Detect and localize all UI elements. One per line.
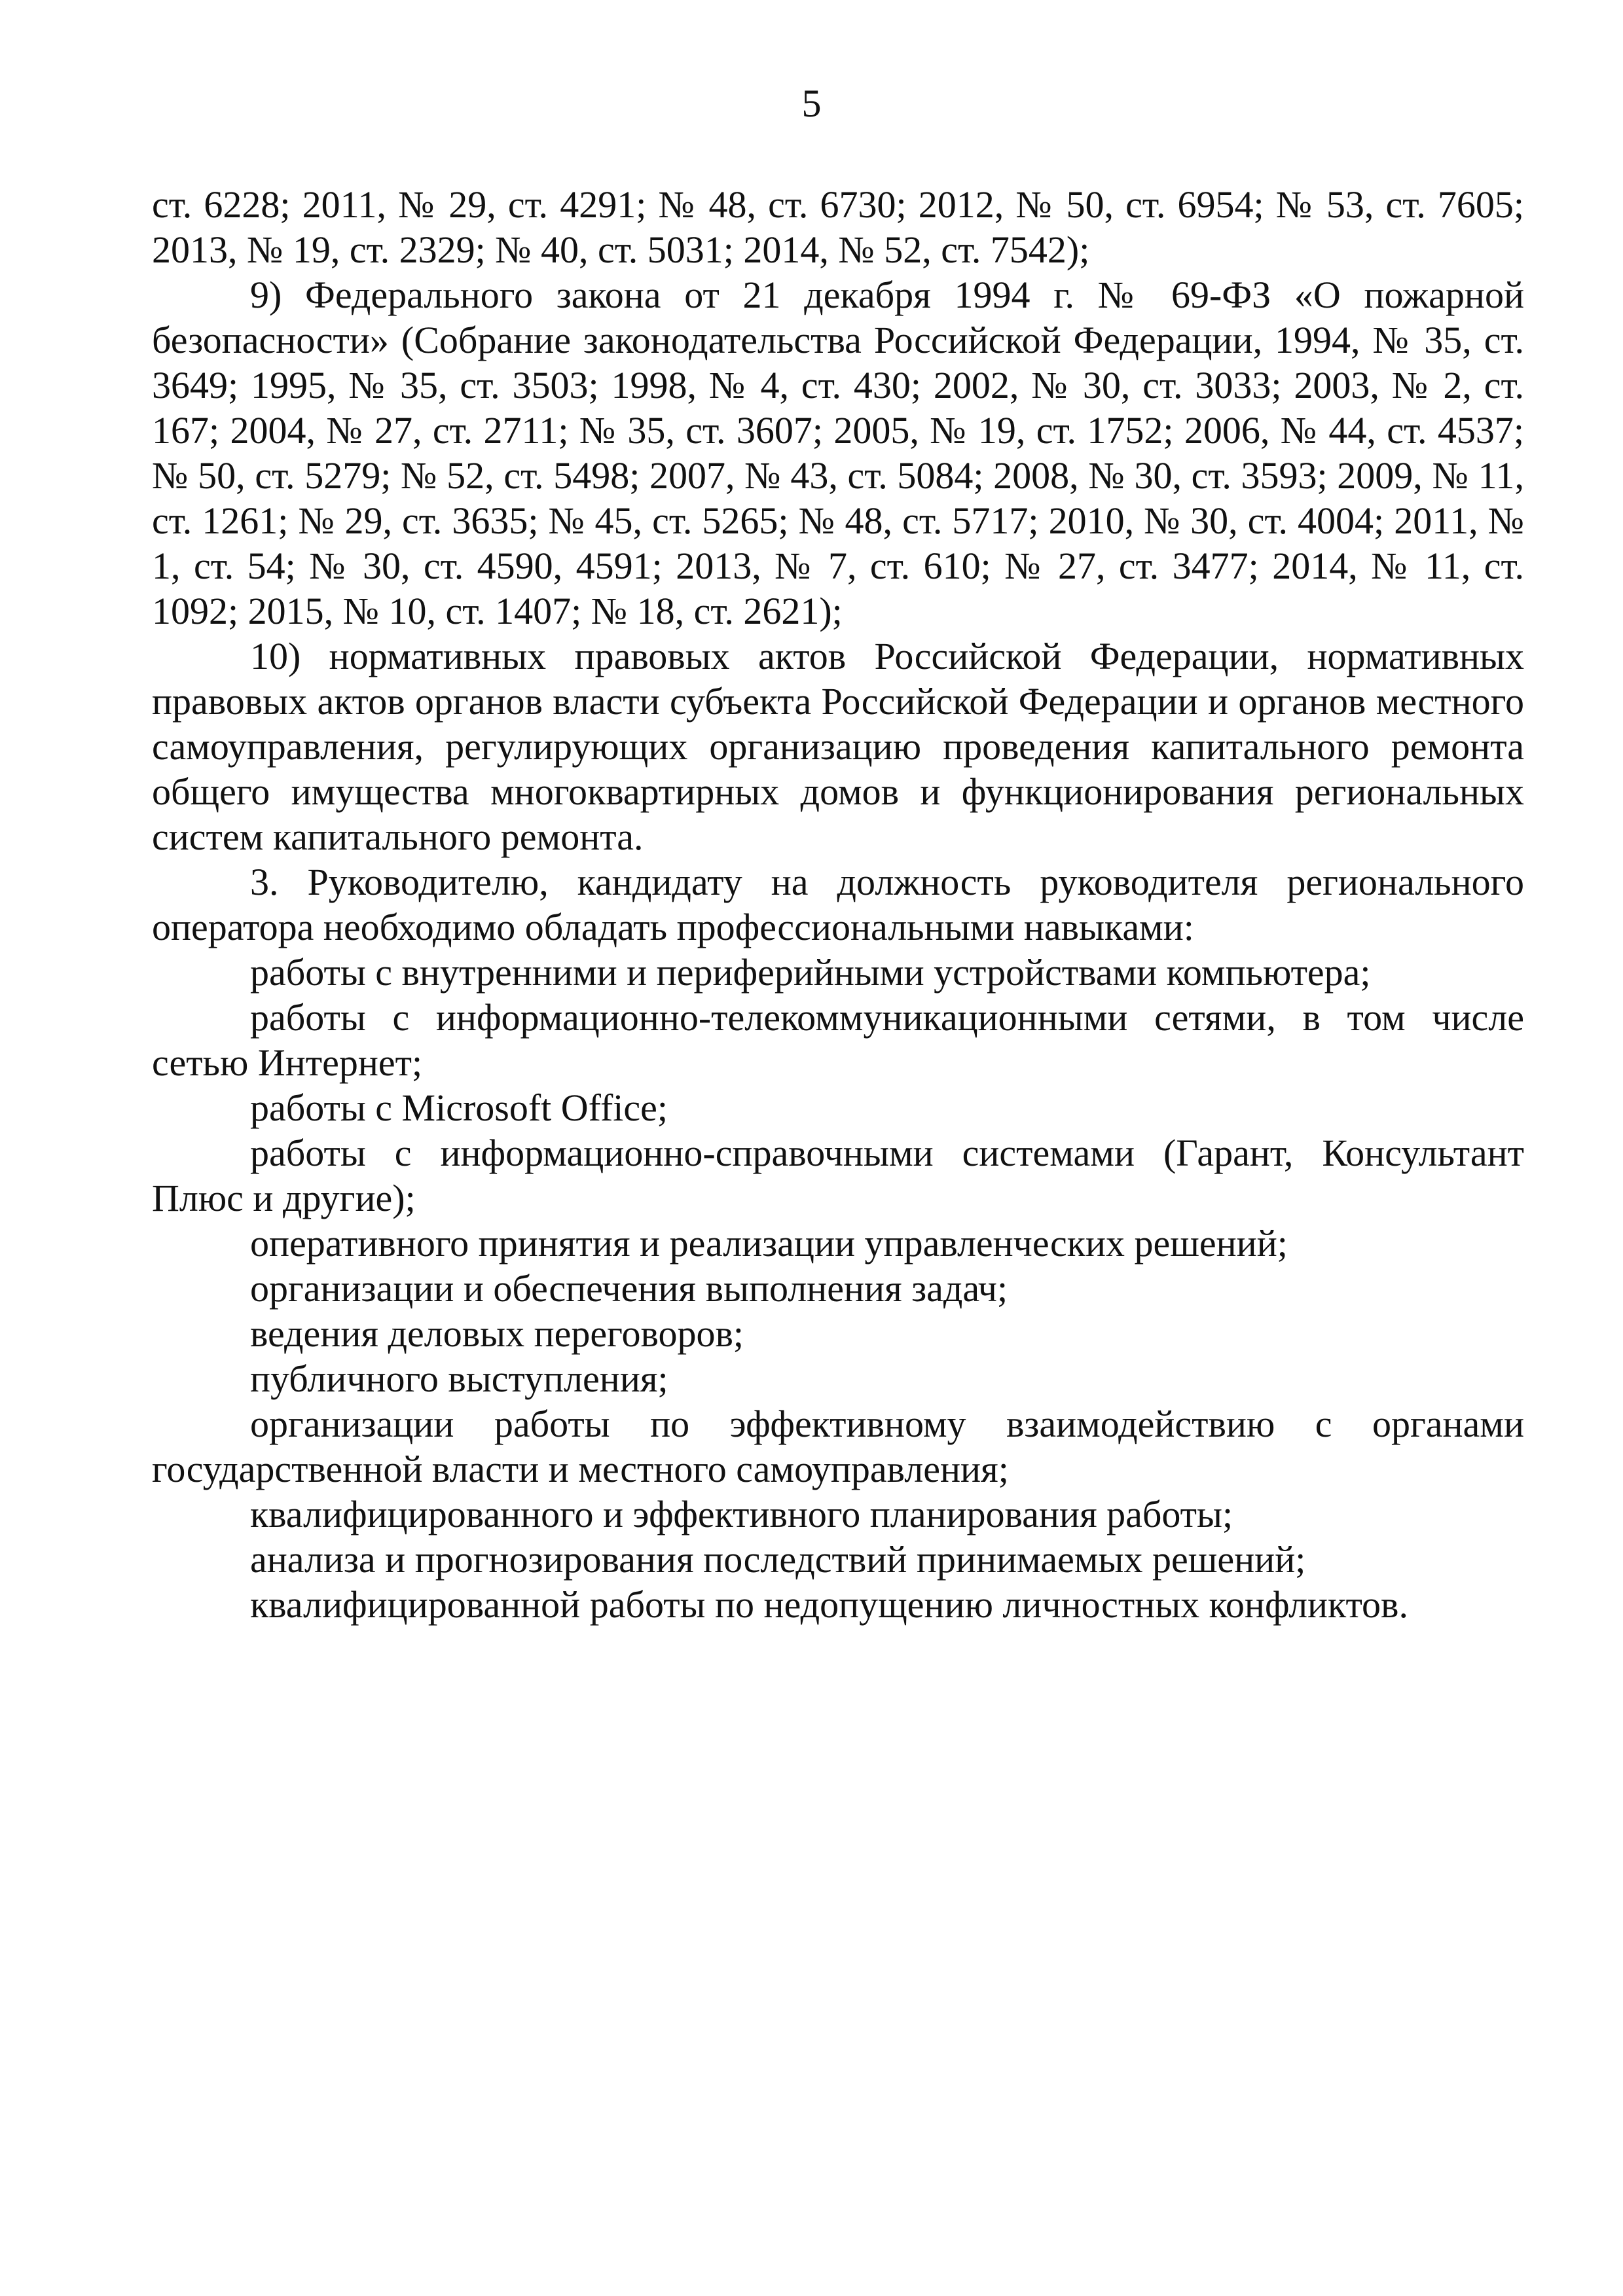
list-item: работы с Microsoft Office; xyxy=(250,1086,668,1129)
list-item: квалифицированного и эффективного планирования работы; xyxy=(250,1493,1233,1535)
paragraph-citations-continued: ст. 6228; 2011, № 29, ст. 4291; № 48, ст. 6730; 2012, № 50, ст. 6954; № 53, ст. 7605; 2013, № 19, ст. 2329; № 40, ст. 5031; 2014, № 52, ст. 7542); xyxy=(152,183,1524,271)
list-item: публичного выступления; xyxy=(250,1357,668,1400)
page-number: 5 xyxy=(801,82,822,125)
list-item: оперативного принятия и реализации управленческих решений; xyxy=(250,1222,1288,1265)
list-item: организации работы по эффективному взаимодействию с органами государственной власти и местного самоуправления; xyxy=(152,1403,1524,1490)
list-item: ведения деловых переговоров; xyxy=(250,1312,744,1355)
list-item: анализа и прогнозирования последствий принимаемых решений; xyxy=(250,1538,1306,1581)
list-item: организации и обеспечения выполнения задач; xyxy=(250,1267,1008,1310)
list-item: работы с внутренними и периферийными устройствами компьютера; xyxy=(250,951,1371,994)
list-item: работы с информационно-справочными системами (Гарант, Консультант Плюс и другие); xyxy=(152,1132,1524,1219)
paragraph-item-9-fire-safety-law: 9) Федерального закона от 21 декабря 1994 г. № 69-ФЗ «О пожарной безопасности» (Собрание законодательства Российской Федерации, 1994, № 35, ст. 3649; 1995, № 35, ст. 3503; 1998, № 4, ст. 430; 2002, № 30, ст. 3033; 2003, № 2, ст. 167; 2004, № 27, ст. 2711; № 35, ст. 3607; 2005, № 19, ст. 1752; 2006, № 44, ст. 4537; № 50, ст. 5279; № 52, ст. 5498; 2007, № 43, ст. 5084; 2008, № 30, ст. 3593; 2009, № 11, ст. 1261; № 29, ст. 3635; № 45, ст. 5265; № 48, ст. 5717; 2010, № 30, ст. 4004; 2011, № 1, ст. 54; № 30, ст. 4590, 4591; 2013, № 7, ст. 610; № 27, ст. 3477; 2014, № 11, ст. 1092; 2015, № 10, ст. 1407; № 18, ст. 2621); xyxy=(152,274,1524,632)
paragraph-item-10-normative-acts: 10) нормативных правовых актов Российской Федерации, нормативных правовых актов органов власти субъекта Российской Федерации и органов местного самоуправления, регулирующих организацию проведения капитального ремонта общего имущества многоквартирных домов и функционирования региональных систем капитального ремонта. xyxy=(152,635,1524,858)
paragraph-section-3-skills: 3. Руководителю, кандидату на должность руководителя регионального оператора необходимо обладать профессиональными навыками: xyxy=(152,861,1524,948)
document-body xyxy=(152,182,1524,1627)
list-item: квалифицированной работы по недопущению личностных конфликтов. xyxy=(250,1583,1408,1626)
list-item: работы с информационно-телекоммуникационными сетями, в том числе сетью Интернет; xyxy=(152,996,1524,1084)
